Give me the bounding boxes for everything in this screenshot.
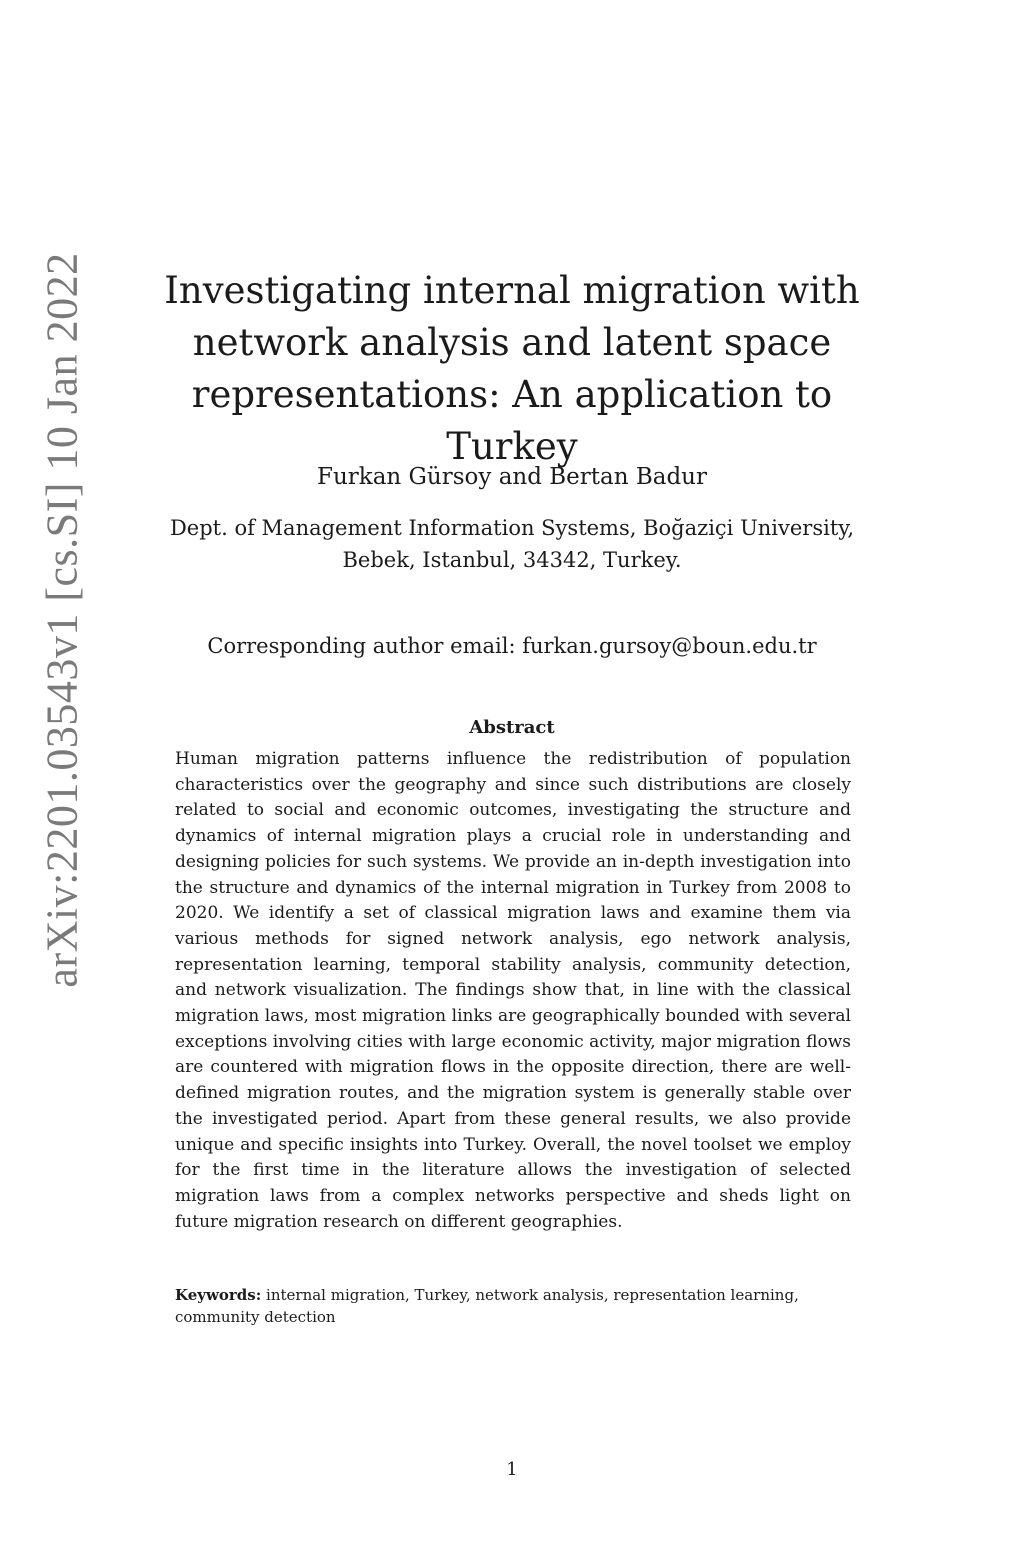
- abstract-heading: Abstract: [469, 717, 555, 738]
- arxiv-sidebar-stamp: [0, 0, 87, 988]
- keywords-label: Keywords:: [175, 1286, 262, 1304]
- paper-affiliation: [140, 512, 884, 576]
- arxiv-identifier: arXiv:2201.03543v1 [cs.SI] 10 Jan 2022: [37, 252, 87, 988]
- affiliation-line-2: Bebek, Istanbul, 34342, Turkey.: [342, 548, 682, 572]
- paper-title: Investigating internal migration with network analysis and latent space representations: An application to Turkey: [164, 269, 860, 468]
- corresponding-author-email: Corresponding author email: furkan.gursoy@boun.edu.tr: [207, 634, 817, 658]
- keywords: [175, 1284, 851, 1328]
- abstract-body: Human migration patterns influence the redistribution of population characteristics over the geography and since such distributions are closely related to social and economic outcomes, investigating the structure and dynamics of internal migration plays a crucial role in understanding and designing policies for such systems. We provide an in-depth investigation into the structure and dynamics of the internal migration in Turkey from 2008 to 2020. We identify a set of classical migration laws and examine them via various methods for signed network analysis, ego network analysis, representation learning, temporal stability analysis, community detection, and network visualization. The findings show that, in line with the classical migration laws, most migration links are geographically bounded with several exceptions involving cities with large economic activity, major migration flows are countered with migration flows in the opposite direction, there are well-defined migration routes, and the migration system is generally stable over the investigated period. Apart from these general results, we also provide unique and specific insights into Turkey. Overall, the novel toolset we employ for the first time in the literature allows the investigation of selected migration laws from a complex networks perspective and sheds light on future migration research on different geographies.: [175, 749, 851, 1232]
- keywords-text: internal migration, Turkey, network analysis, representation learning, community detection: [175, 1286, 799, 1326]
- paper-authors: Furkan Gürsoy and Bertan Badur: [317, 464, 707, 490]
- page-number: 1: [506, 1459, 518, 1480]
- affiliation-line-1: Dept. of Management Information Systems, Boğaziçi University,: [169, 516, 855, 540]
